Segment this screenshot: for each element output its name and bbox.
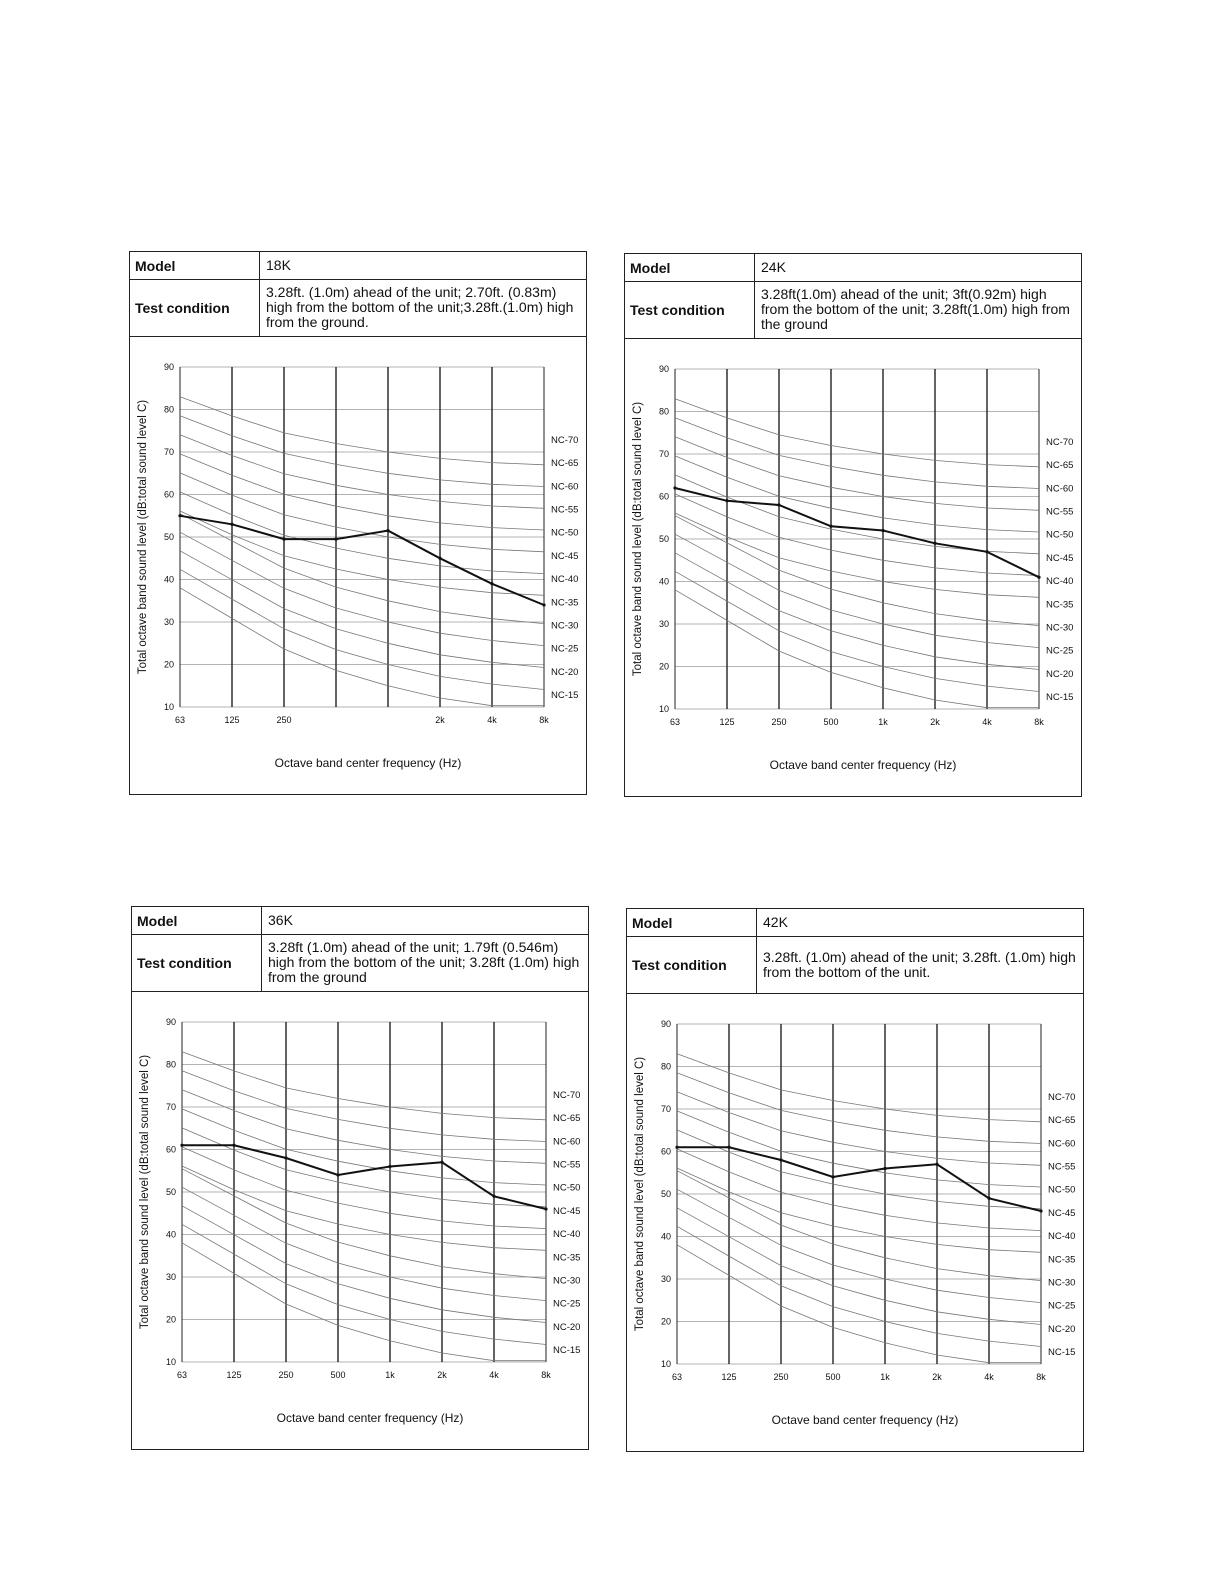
data-point bbox=[779, 1158, 782, 1161]
nc-label: NC-65 bbox=[1048, 1115, 1076, 1127]
nc-chart bbox=[132, 992, 588, 1449]
x-tick-label: 1k bbox=[385, 1370, 395, 1380]
data-point bbox=[673, 486, 676, 489]
y-axis-title: Total octave band sound level (dB:total sound level C) bbox=[137, 399, 149, 675]
y-tick-label: 60 bbox=[163, 489, 174, 500]
model-label: Model bbox=[627, 909, 757, 936]
nc-label: NC-60 bbox=[1048, 1138, 1076, 1150]
nc-curve bbox=[675, 571, 1039, 691]
nc-curve bbox=[675, 553, 1039, 670]
x-tick-label: 250 bbox=[278, 1370, 294, 1380]
condition-label: Test condition bbox=[130, 279, 260, 336]
nc-label: NC-30 bbox=[1048, 1277, 1076, 1289]
data-point bbox=[675, 1146, 678, 1149]
nc-label: NC-25 bbox=[551, 643, 579, 655]
nc-curve bbox=[675, 516, 1039, 626]
x-tick-label: 125 bbox=[719, 717, 735, 727]
y-tick-label: 20 bbox=[658, 661, 669, 672]
chart-svg bbox=[130, 337, 586, 794]
model-value: 24K bbox=[761, 259, 786, 275]
nc-label: NC-55 bbox=[1048, 1161, 1076, 1173]
series-line bbox=[677, 1147, 1041, 1211]
data-point bbox=[881, 529, 884, 532]
condition-row bbox=[627, 936, 1083, 994]
data-point bbox=[492, 1195, 495, 1198]
condition-value: 3.28ft(1.0m) ahead of the unit; 3ft(0.92m) high from the bottom of the unit; 3.28ft(1.0m) high from the ground bbox=[761, 286, 1070, 332]
nc-label: NC-25 bbox=[1048, 1300, 1076, 1312]
data-point bbox=[985, 550, 988, 553]
nc-label: NC-45 bbox=[1048, 1207, 1076, 1219]
y-tick-label: 60 bbox=[658, 491, 669, 502]
nc-label: NC-45 bbox=[553, 1205, 581, 1217]
nc-label: NC-50 bbox=[1048, 1184, 1076, 1196]
data-point bbox=[334, 538, 337, 541]
x-tick-label: 8k bbox=[539, 715, 549, 725]
data-point bbox=[490, 582, 493, 585]
data-point bbox=[438, 557, 441, 560]
y-tick-label: 40 bbox=[163, 574, 174, 585]
nc-label: NC-30 bbox=[1046, 622, 1074, 634]
data-point bbox=[883, 1167, 886, 1170]
data-point bbox=[542, 603, 545, 606]
chart-svg bbox=[627, 994, 1083, 1451]
panel-36k bbox=[131, 906, 589, 1450]
model-value: 42K bbox=[763, 914, 788, 930]
y-tick-label: 20 bbox=[163, 659, 174, 670]
nc-curve bbox=[677, 1054, 1041, 1122]
data-point bbox=[831, 1175, 834, 1178]
nc-label: NC-20 bbox=[1046, 668, 1074, 680]
x-tick-label: 125 bbox=[224, 715, 240, 725]
nc-curve bbox=[675, 456, 1039, 532]
y-tick-label: 50 bbox=[658, 534, 669, 544]
panel-42k bbox=[626, 908, 1084, 1452]
x-axis-title: Octave band center frequency (Hz) bbox=[769, 758, 957, 772]
data-point bbox=[230, 523, 233, 526]
data-point bbox=[829, 525, 832, 528]
y-tick-label: 30 bbox=[660, 1274, 671, 1284]
nc-label: NC-60 bbox=[553, 1136, 581, 1148]
x-axis-title: Octave band center frequency (Hz) bbox=[276, 1411, 464, 1425]
panel-18k bbox=[129, 251, 587, 795]
y-tick-label: 10 bbox=[660, 1359, 671, 1369]
data-point bbox=[1039, 1209, 1042, 1212]
model-label: Model bbox=[130, 252, 260, 279]
y-tick-label: 80 bbox=[660, 1061, 671, 1072]
data-point bbox=[544, 1207, 547, 1210]
condition-value: 3.28ft. (1.0m) ahead of the unit; 2.70ft. (0.83m) high from the bottom of the unit;3.28ft.(1.0m) high from the ground. bbox=[266, 284, 574, 330]
series-line bbox=[182, 1145, 546, 1209]
x-tick-label: 1k bbox=[880, 1372, 890, 1382]
y-tick-label: 50 bbox=[660, 1189, 671, 1199]
nc-chart bbox=[130, 337, 586, 794]
x-tick-label: 8k bbox=[1034, 717, 1044, 727]
nc-curve bbox=[182, 1206, 546, 1323]
data-point bbox=[727, 1146, 730, 1149]
nc-curve bbox=[675, 475, 1039, 554]
y-tick-label: 50 bbox=[163, 532, 174, 542]
x-tick-label: 4k bbox=[489, 1370, 499, 1380]
chart-svg bbox=[132, 992, 588, 1449]
nc-label: NC-40 bbox=[1048, 1231, 1076, 1243]
x-tick-label: 8k bbox=[541, 1370, 551, 1380]
y-tick-label: 40 bbox=[658, 576, 669, 587]
nc-label: NC-35 bbox=[553, 1252, 581, 1264]
nc-curve bbox=[180, 569, 544, 689]
x-axis-title: Octave band center frequency (Hz) bbox=[274, 756, 462, 770]
x-tick-label: 4k bbox=[982, 717, 992, 727]
nc-label: NC-70 bbox=[551, 435, 579, 446]
nc-curve bbox=[180, 588, 544, 706]
series-line bbox=[180, 516, 544, 605]
nc-curve bbox=[677, 1226, 1041, 1346]
y-tick-label: 70 bbox=[658, 449, 669, 459]
y-tick-label: 80 bbox=[658, 406, 669, 417]
data-point bbox=[933, 542, 936, 545]
y-tick-label: 10 bbox=[163, 702, 174, 712]
y-tick-label: 50 bbox=[165, 1187, 176, 1197]
nc-curve bbox=[180, 397, 544, 465]
y-tick-label: 90 bbox=[660, 1019, 671, 1029]
y-tick-label: 80 bbox=[165, 1059, 176, 1070]
x-tick-label: 4k bbox=[984, 1372, 994, 1382]
nc-label: NC-40 bbox=[1046, 576, 1074, 588]
x-tick-label: 250 bbox=[773, 1372, 789, 1382]
nc-label: NC-45 bbox=[551, 550, 579, 562]
model-row bbox=[130, 252, 586, 280]
x-tick-label: 2k bbox=[932, 1372, 942, 1382]
nc-label: NC-50 bbox=[551, 527, 579, 539]
x-tick-label: 250 bbox=[771, 717, 787, 727]
y-tick-label: 30 bbox=[165, 1272, 176, 1282]
x-tick-label: 8k bbox=[1036, 1372, 1046, 1382]
data-point bbox=[180, 1144, 183, 1147]
condition-label: Test condition bbox=[627, 936, 757, 993]
nc-label: NC-60 bbox=[551, 481, 579, 493]
panel-24k bbox=[624, 253, 1082, 797]
nc-curve bbox=[675, 399, 1039, 467]
data-point bbox=[284, 1156, 287, 1159]
y-tick-label: 70 bbox=[163, 447, 174, 457]
nc-chart bbox=[625, 339, 1081, 796]
y-tick-label: 60 bbox=[660, 1146, 671, 1157]
x-tick-label: 125 bbox=[226, 1370, 242, 1380]
data-point bbox=[232, 1144, 235, 1147]
nc-curve bbox=[182, 1224, 546, 1344]
model-row bbox=[625, 254, 1081, 282]
condition-value: 3.28ft (1.0m) ahead of the unit; 1.79ft (0.546m) high from the bottom of the unit; 3.28ft (1.0m) high from the ground bbox=[268, 939, 580, 985]
nc-label: NC-25 bbox=[553, 1298, 581, 1310]
nc-label: NC-30 bbox=[553, 1275, 581, 1287]
y-axis-title: Total octave band sound level (dB:total sound level C) bbox=[634, 1056, 646, 1332]
nc-curve bbox=[182, 1090, 546, 1164]
y-tick-label: 10 bbox=[658, 704, 669, 714]
nc-label: NC-40 bbox=[551, 574, 579, 586]
x-tick-label: 63 bbox=[174, 715, 186, 725]
nc-label: NC-15 bbox=[553, 1345, 581, 1356]
y-tick-label: 30 bbox=[658, 619, 669, 629]
y-tick-label: 90 bbox=[658, 364, 669, 374]
nc-curve bbox=[182, 1243, 546, 1361]
model-value: 36K bbox=[268, 912, 293, 928]
nc-label: NC-35 bbox=[1048, 1254, 1076, 1266]
x-tick-label: 4k bbox=[487, 715, 497, 725]
nc-label: NC-55 bbox=[553, 1159, 581, 1171]
y-tick-label: 90 bbox=[165, 1017, 176, 1027]
nc-curve bbox=[675, 437, 1039, 511]
y-tick-label: 40 bbox=[660, 1231, 671, 1242]
nc-label: NC-70 bbox=[553, 1090, 581, 1101]
x-tick-label: 2k bbox=[437, 1370, 447, 1380]
x-axis-title: Octave band center frequency (Hz) bbox=[771, 1413, 959, 1427]
nc-label: NC-70 bbox=[1046, 437, 1074, 448]
nc-curve bbox=[677, 1092, 1041, 1166]
nc-label: NC-30 bbox=[551, 620, 579, 632]
y-tick-label: 20 bbox=[165, 1314, 176, 1325]
nc-label: NC-45 bbox=[1046, 552, 1074, 564]
x-tick-label: 1k bbox=[878, 717, 888, 727]
nc-label: NC-20 bbox=[551, 666, 579, 678]
condition-row bbox=[625, 281, 1081, 339]
data-point bbox=[777, 503, 780, 506]
data-point bbox=[987, 1197, 990, 1200]
x-tick-label: 125 bbox=[721, 1372, 737, 1382]
data-point bbox=[440, 1161, 443, 1164]
data-point bbox=[386, 529, 389, 532]
data-point bbox=[282, 538, 285, 541]
nc-label: NC-65 bbox=[551, 458, 579, 470]
nc-label: NC-35 bbox=[551, 597, 579, 609]
y-axis-title: Total octave band sound level (dB:total sound level C) bbox=[632, 401, 644, 677]
data-point bbox=[725, 499, 728, 502]
nc-curve bbox=[677, 1171, 1041, 1281]
nc-label: NC-55 bbox=[551, 504, 579, 516]
data-point bbox=[178, 514, 181, 517]
nc-label: NC-15 bbox=[1046, 692, 1074, 703]
y-tick-label: 60 bbox=[165, 1144, 176, 1155]
model-row bbox=[132, 907, 588, 935]
nc-chart bbox=[627, 994, 1083, 1451]
nc-label: NC-50 bbox=[553, 1182, 581, 1194]
nc-label: NC-65 bbox=[1046, 460, 1074, 472]
nc-label: NC-55 bbox=[1046, 506, 1074, 518]
nc-label: NC-25 bbox=[1046, 645, 1074, 657]
y-tick-label: 80 bbox=[163, 404, 174, 415]
nc-label: NC-60 bbox=[1046, 483, 1074, 495]
x-tick-label: 63 bbox=[669, 717, 681, 727]
nc-curve bbox=[180, 454, 544, 530]
condition-label: Test condition bbox=[132, 934, 262, 991]
model-label: Model bbox=[132, 907, 262, 934]
data-point bbox=[1037, 576, 1040, 579]
nc-curve bbox=[677, 1208, 1041, 1325]
x-tick-label: 250 bbox=[276, 715, 292, 725]
nc-label: NC-40 bbox=[553, 1229, 581, 1241]
nc-label: NC-35 bbox=[1046, 599, 1074, 611]
x-tick-label: 500 bbox=[823, 717, 839, 727]
x-tick-label: 500 bbox=[825, 1372, 841, 1382]
nc-label: NC-70 bbox=[1048, 1092, 1076, 1103]
data-point bbox=[336, 1173, 339, 1176]
y-tick-label: 20 bbox=[660, 1316, 671, 1327]
y-tick-label: 90 bbox=[163, 362, 174, 372]
condition-label: Test condition bbox=[625, 281, 755, 338]
model-row bbox=[627, 909, 1083, 937]
x-tick-label: 2k bbox=[930, 717, 940, 727]
model-value: 18K bbox=[266, 257, 291, 273]
y-tick-label: 70 bbox=[660, 1104, 671, 1114]
y-tick-label: 40 bbox=[165, 1229, 176, 1240]
y-tick-label: 70 bbox=[165, 1102, 176, 1112]
y-tick-label: 10 bbox=[165, 1357, 176, 1367]
nc-label: NC-20 bbox=[1048, 1323, 1076, 1335]
data-point bbox=[388, 1165, 391, 1168]
condition-row bbox=[132, 934, 588, 992]
nc-label: NC-15 bbox=[551, 690, 579, 701]
condition-value: 3.28ft. (1.0m) ahead of the unit; 3.28ft. (1.0m) high from the bottom of the unit. bbox=[763, 948, 1076, 980]
nc-curve bbox=[677, 1245, 1041, 1363]
nc-label: NC-15 bbox=[1048, 1347, 1076, 1358]
y-tick-label: 30 bbox=[163, 617, 174, 627]
nc-label: NC-50 bbox=[1046, 529, 1074, 541]
nc-curve bbox=[675, 590, 1039, 708]
nc-curve bbox=[180, 551, 544, 668]
nc-curve bbox=[180, 473, 544, 552]
nc-curve bbox=[182, 1169, 546, 1279]
model-label: Model bbox=[625, 254, 755, 281]
x-tick-label: 63 bbox=[176, 1370, 188, 1380]
x-tick-label: 2k bbox=[435, 715, 445, 725]
nc-curve bbox=[180, 514, 544, 624]
chart-svg bbox=[625, 339, 1081, 796]
data-point bbox=[935, 1163, 938, 1166]
nc-curve bbox=[182, 1052, 546, 1120]
x-tick-label: 63 bbox=[671, 1372, 683, 1382]
y-axis-title: Total octave band sound level (dB:total sound level C) bbox=[139, 1054, 151, 1330]
nc-curve bbox=[180, 435, 544, 509]
x-tick-label: 500 bbox=[330, 1370, 346, 1380]
condition-row bbox=[130, 279, 586, 337]
nc-label: NC-20 bbox=[553, 1321, 581, 1333]
nc-label: NC-65 bbox=[553, 1113, 581, 1125]
